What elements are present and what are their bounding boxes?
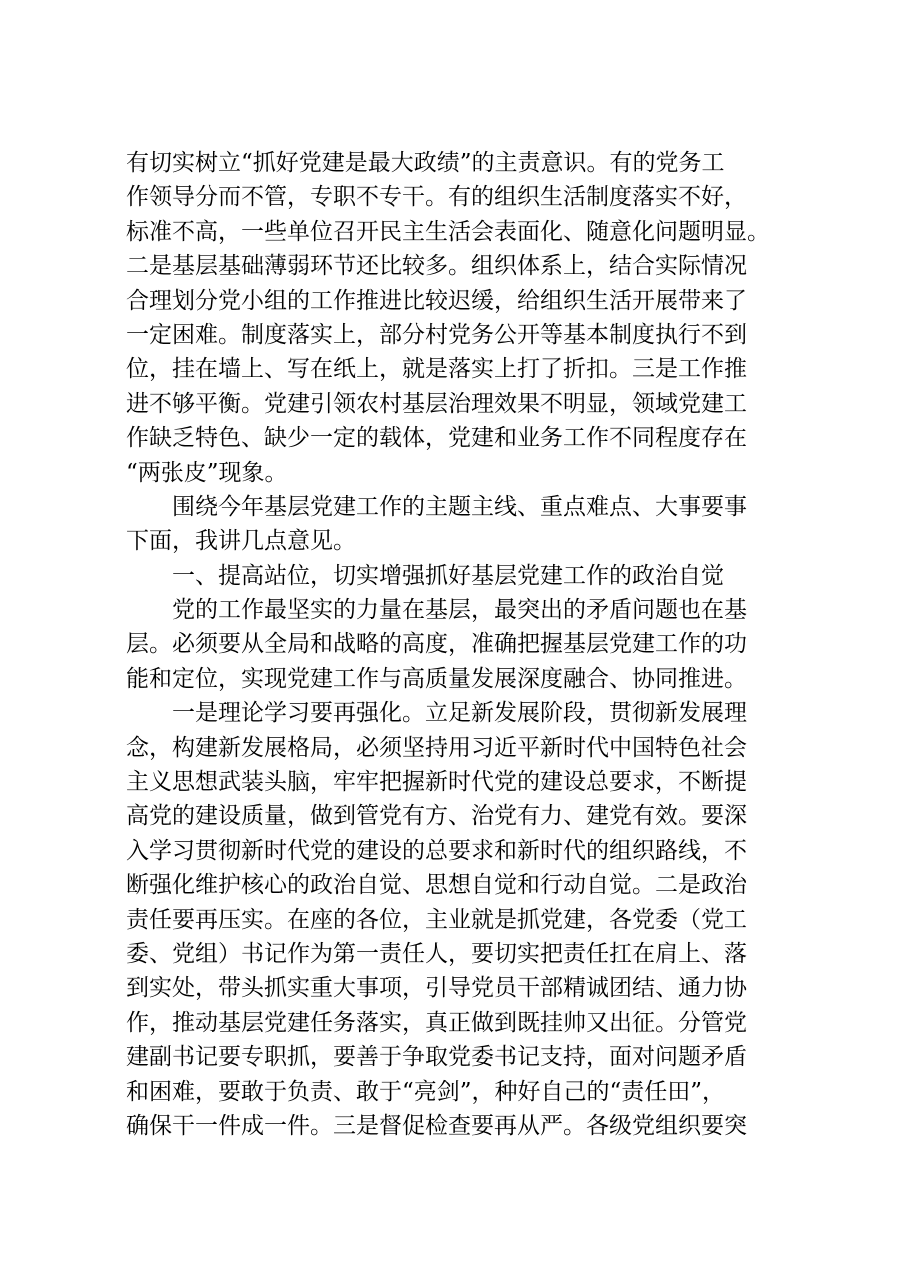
text-line: 高党的建设质量，做到管党有方、治党有力、建党有效。要深 xyxy=(126,803,747,830)
text-line: 作，推动基层党建任务落实，真正做到既挂帅又出征。分管党 xyxy=(126,1009,747,1036)
text-line: 念，构建新发展格局，必须坚持用习近平新时代中国特色社会 xyxy=(126,734,747,761)
text-line: 确保干一件成一件。三是督促检查要再从严。各级党组织要突 xyxy=(126,1112,747,1139)
text-line: 进不够平衡。党建引领农村基层治理效果不明显，领域党建工 xyxy=(126,390,747,417)
text-line: 下面，我讲几点意见。 xyxy=(126,528,356,555)
text-line: 二是基层基础薄弱环节还比较多。组织体系上，结合实际情况 xyxy=(126,253,747,280)
text-line: 作缺乏特色、缺少一定的载体，党建和业务工作不同程度存在 xyxy=(126,425,747,452)
text-line: 入学习贯彻新时代党的建设的总要求和新时代的组织路线，不 xyxy=(126,837,747,864)
text-line: 层。必须要从全局和战略的高度，准确把握基层党建工作的功 xyxy=(126,631,747,658)
text-line: 到实处，带头抓实重大事项，引导党员干部精诚团结、通力协 xyxy=(126,975,747,1002)
text-line: 有切实树立“抓好党建是最大政绩”的主责意识。有的党务工 xyxy=(126,150,725,176)
text-line: 和困难，要敢于负责、敢于“亮剑”，种好自己的“责任田”， xyxy=(126,1078,726,1105)
document-body xyxy=(126,146,816,1143)
text-line: 围绕今年基层党建工作的主题主线、重点难点、大事要事 xyxy=(126,493,747,520)
text-line: 合理划分党小组的工作推进比较迟缓，给组织生活开展带来了 xyxy=(126,287,747,314)
text-line: 建副书记要专职抓，要善于争取党委书记支持，面对问题矛盾 xyxy=(126,1044,747,1071)
text-line: “两张皮”现象。 xyxy=(126,459,288,486)
text-line: 断强化维护核心的政治自觉、思想自觉和行动自觉。二是政治 xyxy=(126,872,747,899)
text-line: 能和定位，实现党建工作与高质量发展深度融合、协同推进。 xyxy=(126,665,747,692)
section-heading: 一、提高站位，切实增强抓好基层党建工作的政治自觉 xyxy=(126,562,724,589)
text-line: 位，挂在墙上、写在纸上，就是落实上打了折扣。三是工作推 xyxy=(126,356,747,383)
text-line: 委、党组）书记作为第一责任人，要切实把责任扛在肩上、落 xyxy=(126,940,747,967)
text-line: 责任要再压实。在座的各位，主业就是抓党建，各党委（党工 xyxy=(126,906,747,933)
text-line: 作领导分而不管，专职不专干。有的组织生活制度落实不好， xyxy=(126,184,747,211)
text-line: 一定困难。制度落实上，部分村党务公开等基本制度执行不到 xyxy=(126,321,747,348)
text-line: 标准不高，一些单位召开民主生活会表面化、随意化问题明显。 xyxy=(126,218,770,245)
text-line: 主义思想武装头脑，牢牢把握新时代党的建设总要求，不断提 xyxy=(126,769,747,796)
text-line: 一是理论学习要再强化。立足新发展阶段，贯彻新发展理 xyxy=(126,700,747,727)
text-line: 党的工作最坚实的力量在基层，最突出的矛盾问题也在基 xyxy=(126,597,747,624)
